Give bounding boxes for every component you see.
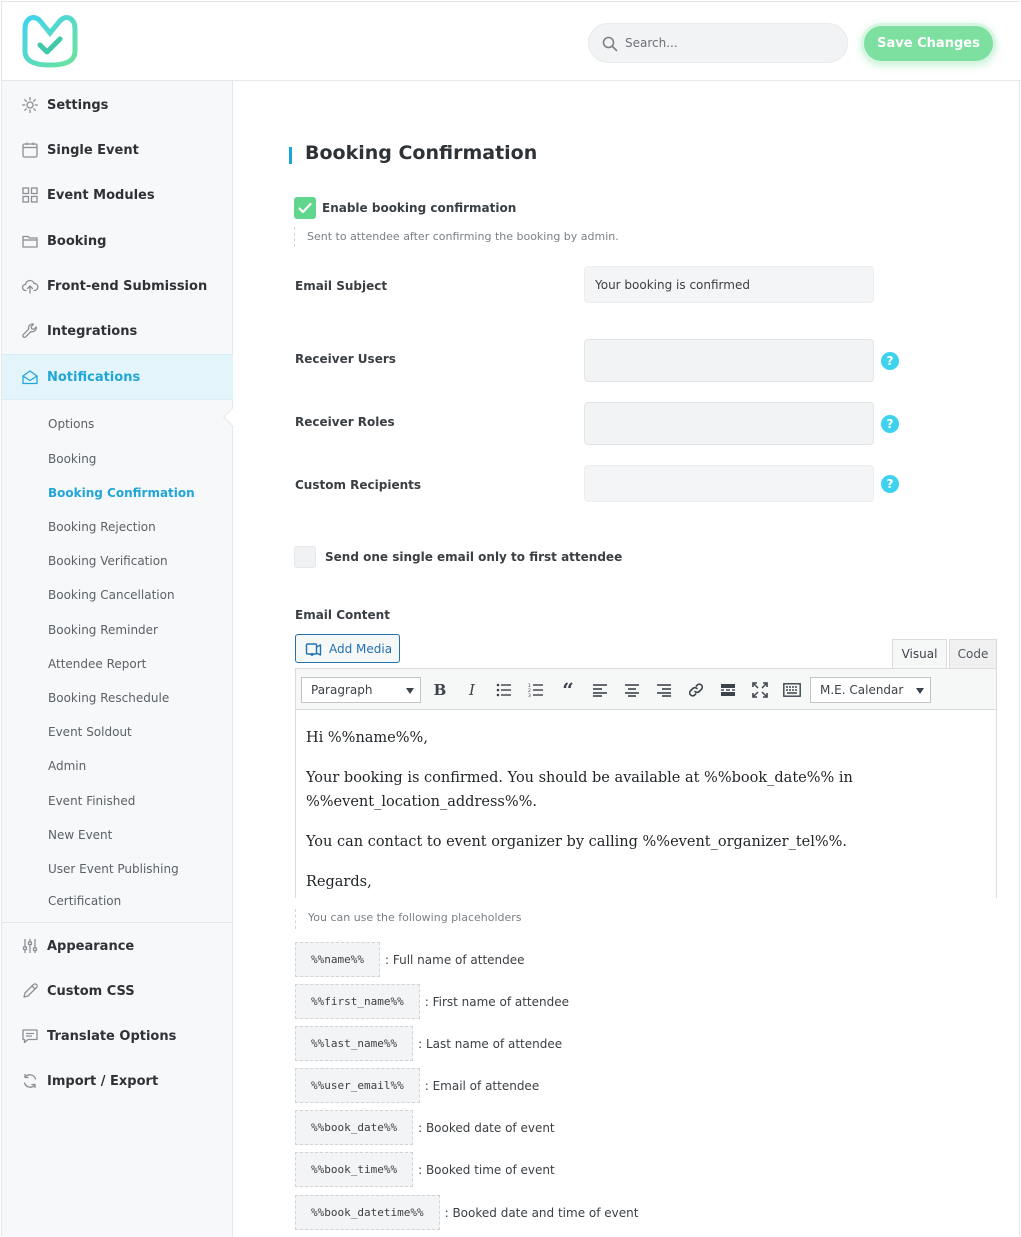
link-icon[interactable] <box>685 679 707 701</box>
read-more-icon[interactable] <box>717 679 739 701</box>
placeholder-code: %%book_datetime%% <box>295 1195 440 1230</box>
page-title: Booking Confirmation <box>289 142 537 164</box>
submenu-item-admin[interactable]: Admin <box>48 759 87 773</box>
main-content <box>234 82 1021 1237</box>
pencil-icon <box>20 981 40 1001</box>
custom-recipients-label: Custom Recipients <box>295 478 422 492</box>
submenu-item-booking-cancellation[interactable]: Booking Cancellation <box>48 588 175 602</box>
sidebar-item-booking[interactable] <box>2 219 233 263</box>
submenu-item-user-event-publishing[interactable]: User Event Publishing <box>48 862 179 876</box>
chevron-down-icon <box>406 688 414 694</box>
sidebar-item-event-modules[interactable] <box>2 173 233 217</box>
media-icon <box>305 640 323 658</box>
editor-paragraph: Hi %%name%%, <box>306 730 428 746</box>
add-media-button[interactable] <box>295 634 400 663</box>
sidebar-divider <box>2 922 233 923</box>
single-email-checkbox[interactable] <box>294 546 316 568</box>
calendar-icon <box>20 140 40 160</box>
placeholder-code: %%name%% <box>295 942 380 977</box>
save-changes-button[interactable]: Save Changes <box>861 23 996 64</box>
submenu-item-event-finished[interactable]: Event Finished <box>48 794 136 808</box>
align-right-icon[interactable] <box>653 679 675 701</box>
bold-icon[interactable]: B <box>433 681 447 699</box>
placeholder-description: : Booked date of event <box>418 1120 555 1135</box>
sidebar <box>2 81 233 1237</box>
email-content-editor[interactable] <box>295 710 997 898</box>
custom-recipients-input[interactable] <box>584 465 874 502</box>
single-email-label: Send one single email only to first attendee <box>325 550 623 564</box>
placeholder-row <box>295 942 525 977</box>
notifications-submenu <box>2 401 233 908</box>
add-media-label: Add Media <box>329 641 393 656</box>
submenu-item-booking-verification[interactable]: Booking Verification <box>48 554 168 568</box>
sidebar-item-label: Translate Options <box>47 1028 177 1044</box>
sidebar-item-label: Front-end Submission <box>47 278 208 294</box>
placeholder-description: : First name of attendee <box>424 994 570 1009</box>
mec-shortcode-select-value: M.E. Calendar <box>820 683 904 697</box>
svg-text:1: 1 <box>528 684 531 689</box>
placeholder-code: %%user_email%% <box>295 1068 420 1103</box>
sidebar-item-single-event[interactable] <box>2 128 233 172</box>
editor-paragraph: You can contact to event organizer by calling %%event_organizer_tel%%. <box>306 834 848 850</box>
submenu-item-attendee-report[interactable]: Attendee Report <box>48 657 147 671</box>
placeholder-row <box>295 1068 539 1103</box>
wrench-icon <box>20 321 40 341</box>
sidebar-item-label: Appearance <box>47 938 135 954</box>
sliders-icon <box>20 936 40 956</box>
sidebar-item-settings[interactable] <box>2 83 233 127</box>
sidebar-item-label: Notifications <box>47 369 141 385</box>
fullscreen-icon[interactable] <box>749 679 771 701</box>
placeholder-code: %%last_name%% <box>295 1026 413 1061</box>
receiver-users-label: Receiver Users <box>295 352 396 366</box>
mec-shortcode-select[interactable] <box>810 677 931 703</box>
top-header <box>2 2 1021 81</box>
submenu-item-booking[interactable]: Booking <box>48 452 97 466</box>
email-subject-label: Email Subject <box>295 279 388 293</box>
placeholder-description: : Booked date and time of event <box>444 1205 639 1220</box>
keyboard-icon[interactable] <box>781 679 803 701</box>
sidebar-item-label: Custom CSS <box>47 983 135 999</box>
placeholder-row <box>295 984 569 1019</box>
placeholder-description: : Full name of attendee <box>384 952 525 967</box>
checkmark-icon <box>294 197 316 219</box>
align-center-icon[interactable] <box>621 679 643 701</box>
search-icon <box>601 35 619 53</box>
custom-recipients-help-icon[interactable]: ? <box>881 475 899 493</box>
sidebar-item-label: Integrations <box>47 323 138 339</box>
submenu-item-booking-reschedule[interactable]: Booking Reschedule <box>48 691 170 705</box>
submenu-item-options[interactable]: Options <box>48 417 95 431</box>
grid-icon <box>20 185 40 205</box>
placeholder-row <box>295 1152 555 1187</box>
placeholder-row <box>295 1026 562 1061</box>
receiver-users-help-icon[interactable]: ? <box>881 352 899 370</box>
editor-paragraph: Regards, <box>306 874 372 890</box>
placeholders-hint: You can use the following placeholders <box>295 909 522 929</box>
format-select-value: Paragraph <box>311 683 373 697</box>
submenu-item-event-soldout[interactable]: Event Soldout <box>48 725 132 739</box>
receiver-users-select[interactable] <box>584 339 874 382</box>
envelope-icon <box>20 367 40 387</box>
tab-visual[interactable]: Visual <box>892 639 947 668</box>
sidebar-item-translate-options[interactable] <box>2 1014 233 1058</box>
editor-toolbar <box>295 668 997 710</box>
sidebar-item-label: Single Event <box>47 142 139 158</box>
submenu-item-certification[interactable]: Certification <box>48 894 122 908</box>
receiver-roles-label: Receiver Roles <box>295 415 395 429</box>
placeholder-code: %%book_time%% <box>295 1152 413 1187</box>
placeholder-code: %%first_name%% <box>295 984 420 1019</box>
submenu-item-booking-confirmation[interactable]: Booking Confirmation <box>48 486 195 500</box>
submenu-item-booking-rejection[interactable]: Booking Rejection <box>48 520 156 534</box>
chevron-down-icon <box>916 688 924 694</box>
app-frame <box>1 1 1020 1236</box>
sidebar-item-integrations[interactable] <box>2 309 233 353</box>
receiver-roles-select[interactable] <box>584 402 874 445</box>
placeholder-description: : Last name of attendee <box>418 1036 563 1051</box>
svg-text:2: 2 <box>528 689 531 694</box>
sidebar-item-label: Booking <box>47 233 107 249</box>
align-left-icon[interactable] <box>589 679 611 701</box>
sidebar-item-label: Import / Export <box>47 1073 159 1089</box>
tab-code[interactable]: Code <box>949 639 997 668</box>
sidebar-item-import-export[interactable] <box>2 1059 233 1103</box>
sidebar-item-appearance[interactable] <box>2 924 233 968</box>
format-select[interactable] <box>301 677 421 703</box>
submenu-item-booking-reminder[interactable]: Booking Reminder <box>48 623 158 637</box>
enable-confirmation-hint: Sent to attendee after confirming the booking by admin. <box>294 227 619 247</box>
receiver-roles-help-icon[interactable]: ? <box>881 415 899 433</box>
sidebar-item-notifications[interactable] <box>2 354 233 400</box>
email-content-label: Email Content <box>295 608 390 622</box>
sidebar-item-label: Settings <box>47 97 109 113</box>
placeholder-description: : Email of attendee <box>424 1078 540 1093</box>
enable-confirmation-label: Enable booking confirmation <box>322 201 517 215</box>
submenu-item-new-event[interactable]: New Event <box>48 828 113 842</box>
sidebar-item-frontend-submission[interactable] <box>2 264 233 308</box>
blockquote-icon[interactable]: “ <box>562 678 574 702</box>
editor-paragraph: Your booking is confirmed. You should be available at %%book_date%% in %%event_location_address%%. <box>306 770 853 810</box>
cloud-upload-icon <box>20 276 40 296</box>
search-box[interactable] <box>588 23 848 63</box>
gear-icon <box>20 95 40 115</box>
email-subject-input[interactable]: Your booking is confirmed <box>584 266 874 303</box>
svg-text:3: 3 <box>528 694 531 699</box>
italic-icon[interactable]: I <box>469 681 475 699</box>
placeholder-description: : Booked time of event <box>418 1162 555 1177</box>
placeholder-code: %%book_date%% <box>295 1110 413 1145</box>
search-input[interactable] <box>625 24 840 62</box>
sidebar-item-custom-css[interactable] <box>2 969 233 1013</box>
sync-icon <box>20 1071 40 1091</box>
bullet-list-icon[interactable] <box>493 679 515 701</box>
sidebar-item-label: Event Modules <box>47 187 155 203</box>
numbered-list-icon[interactable] <box>525 679 547 701</box>
placeholder-row <box>295 1195 638 1230</box>
enable-confirmation-checkbox[interactable] <box>294 197 316 219</box>
placeholder-row <box>295 1110 555 1145</box>
folder-icon <box>20 231 40 251</box>
comment-icon <box>20 1026 40 1046</box>
mec-logo <box>22 14 78 68</box>
